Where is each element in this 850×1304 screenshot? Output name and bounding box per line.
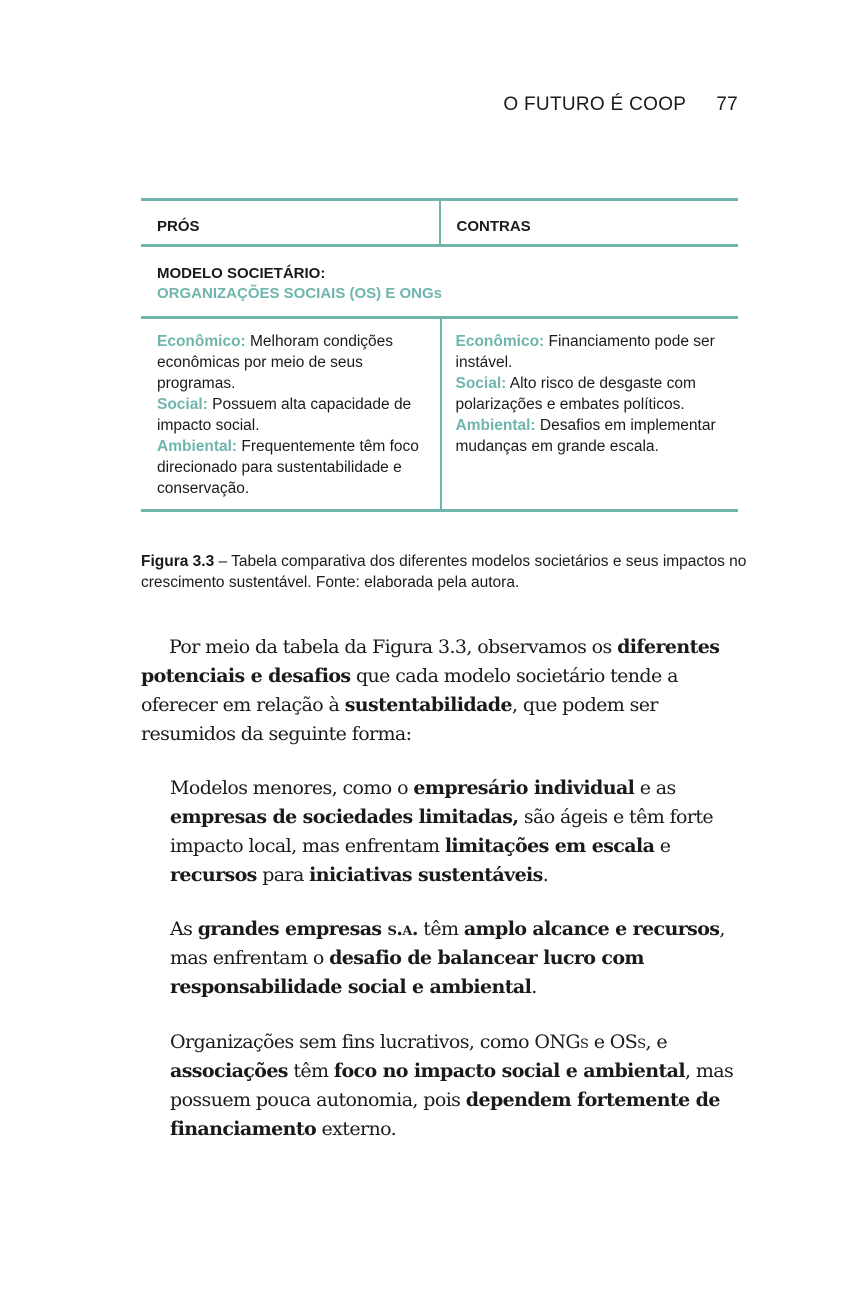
b2-bold-sa: s.a.	[387, 918, 418, 940]
pros-ambiental-text: Frequentemente têm foco direcionado para sustentabilidade e conservação.	[157, 438, 419, 497]
para-bold-1: diferentes potenciais e desafios	[141, 636, 720, 687]
b2-bold-1: grandes empresas	[197, 918, 388, 940]
header-pros: PRÓS	[157, 218, 200, 235]
b1-bold-5: iniciativas sustentáveis	[309, 864, 543, 886]
b1-bold-1: empresário individual	[413, 777, 635, 799]
b3-sc-oss: OSs	[609, 1031, 646, 1053]
table-header-row	[141, 201, 738, 247]
running-header	[503, 94, 738, 116]
b3-text-4: têm	[287, 1060, 334, 1082]
b2-text-2: têm	[417, 918, 464, 940]
para-text-1: Por meio da tabela da Figura 3.3, observamos os	[169, 636, 618, 658]
b1-text-2: e as	[634, 777, 676, 799]
cons-social-label: Social:	[455, 375, 507, 392]
b1-text-4: e	[654, 835, 671, 857]
cons-ambiental-label: Ambiental:	[455, 417, 536, 434]
b3-text-6: externo.	[316, 1118, 397, 1140]
pros-social-text: Possuem alta capacidade de impacto social.	[157, 396, 412, 434]
cons-economico-label: Econômico:	[455, 333, 545, 350]
block-large-companies	[170, 915, 742, 1002]
comparison-table	[141, 198, 738, 512]
b3-sc-ongs: ONGs	[534, 1031, 589, 1053]
b3-text-5: , mas possuem pouca autonomia, pois	[170, 1060, 734, 1111]
b1-text-6: .	[542, 864, 549, 886]
caption-text: – Tabela comparativa dos diferentes modelos societários e seus impactos no crescimento sustentável. Fonte: elaborada pela autora.	[141, 553, 747, 591]
b1-bold-2: empresas de sociedades limitadas,	[170, 806, 519, 828]
cons-social-text: Alto risco de desgaste com polarizações e embates políticos.	[455, 375, 696, 413]
block-nonprofits	[170, 1028, 742, 1144]
table-body-row	[141, 319, 738, 509]
caption-label: Figura 3.3	[141, 553, 215, 570]
b2-bold-3: desafio de balancear lucro com responsabilidade social e ambiental	[170, 947, 644, 998]
model-row	[141, 247, 738, 319]
pros-economico-label: Econômico:	[157, 333, 246, 350]
para-text-2: que cada modelo societário tende a oferecer em relação à	[141, 665, 678, 716]
para-bold-2: sustentabilidade	[344, 694, 512, 716]
b1-text-3: são ágeis e têm forte impacto local, mas enfrentam	[170, 806, 714, 857]
cons-ambiental-text: Desafios em implementar mudanças em grande escala.	[455, 417, 716, 455]
pros-ambiental-label: Ambiental:	[157, 438, 238, 455]
book-title: O FUTURO É COOP	[503, 94, 687, 115]
pros-economico-text: Melhoram condições econômicas por meio de seus programas.	[157, 333, 394, 392]
b2-text-4: .	[531, 976, 537, 998]
figure-caption	[141, 551, 751, 593]
pros-social-label: Social:	[157, 396, 208, 413]
para-text-3: , que podem ser resumidos da seguinte forma:	[141, 694, 658, 745]
page-number: 77	[716, 94, 738, 115]
b1-bold-4: recursos	[170, 864, 257, 886]
model-label: MODELO SOCIETÁRIO:	[157, 265, 326, 282]
b1-text-5: para	[256, 864, 310, 886]
b2-text-3: , mas enfrentam o	[170, 918, 725, 969]
b3-text-2: e	[588, 1031, 610, 1053]
intro-paragraph	[141, 633, 741, 749]
b3-bold-2: foco no impacto social e ambiental	[333, 1060, 685, 1082]
b3-bold-3: dependem fortemente de financiamento	[170, 1089, 720, 1140]
pros-cell	[141, 319, 440, 509]
b3-text-3: , e	[645, 1031, 668, 1053]
b3-text-1: Organizações sem fins lucrativos, como	[170, 1031, 535, 1053]
header-contras: CONTRAS	[439, 201, 739, 244]
b1-bold-3: limitações em escala	[444, 835, 655, 857]
cons-cell	[440, 319, 739, 509]
b2-bold-2: amplo alcance e recursos	[463, 918, 720, 940]
b1-text-1: Modelos menores, como o	[170, 777, 414, 799]
b3-bold-1: associações	[170, 1060, 288, 1082]
cons-economico-text: Financiamento pode ser instável.	[455, 333, 715, 371]
b2-text-1: As	[170, 918, 198, 940]
block-small-companies	[170, 774, 742, 890]
model-name: ORGANIZAÇÕES SOCIAIS (OS) E ONGs	[157, 285, 443, 302]
